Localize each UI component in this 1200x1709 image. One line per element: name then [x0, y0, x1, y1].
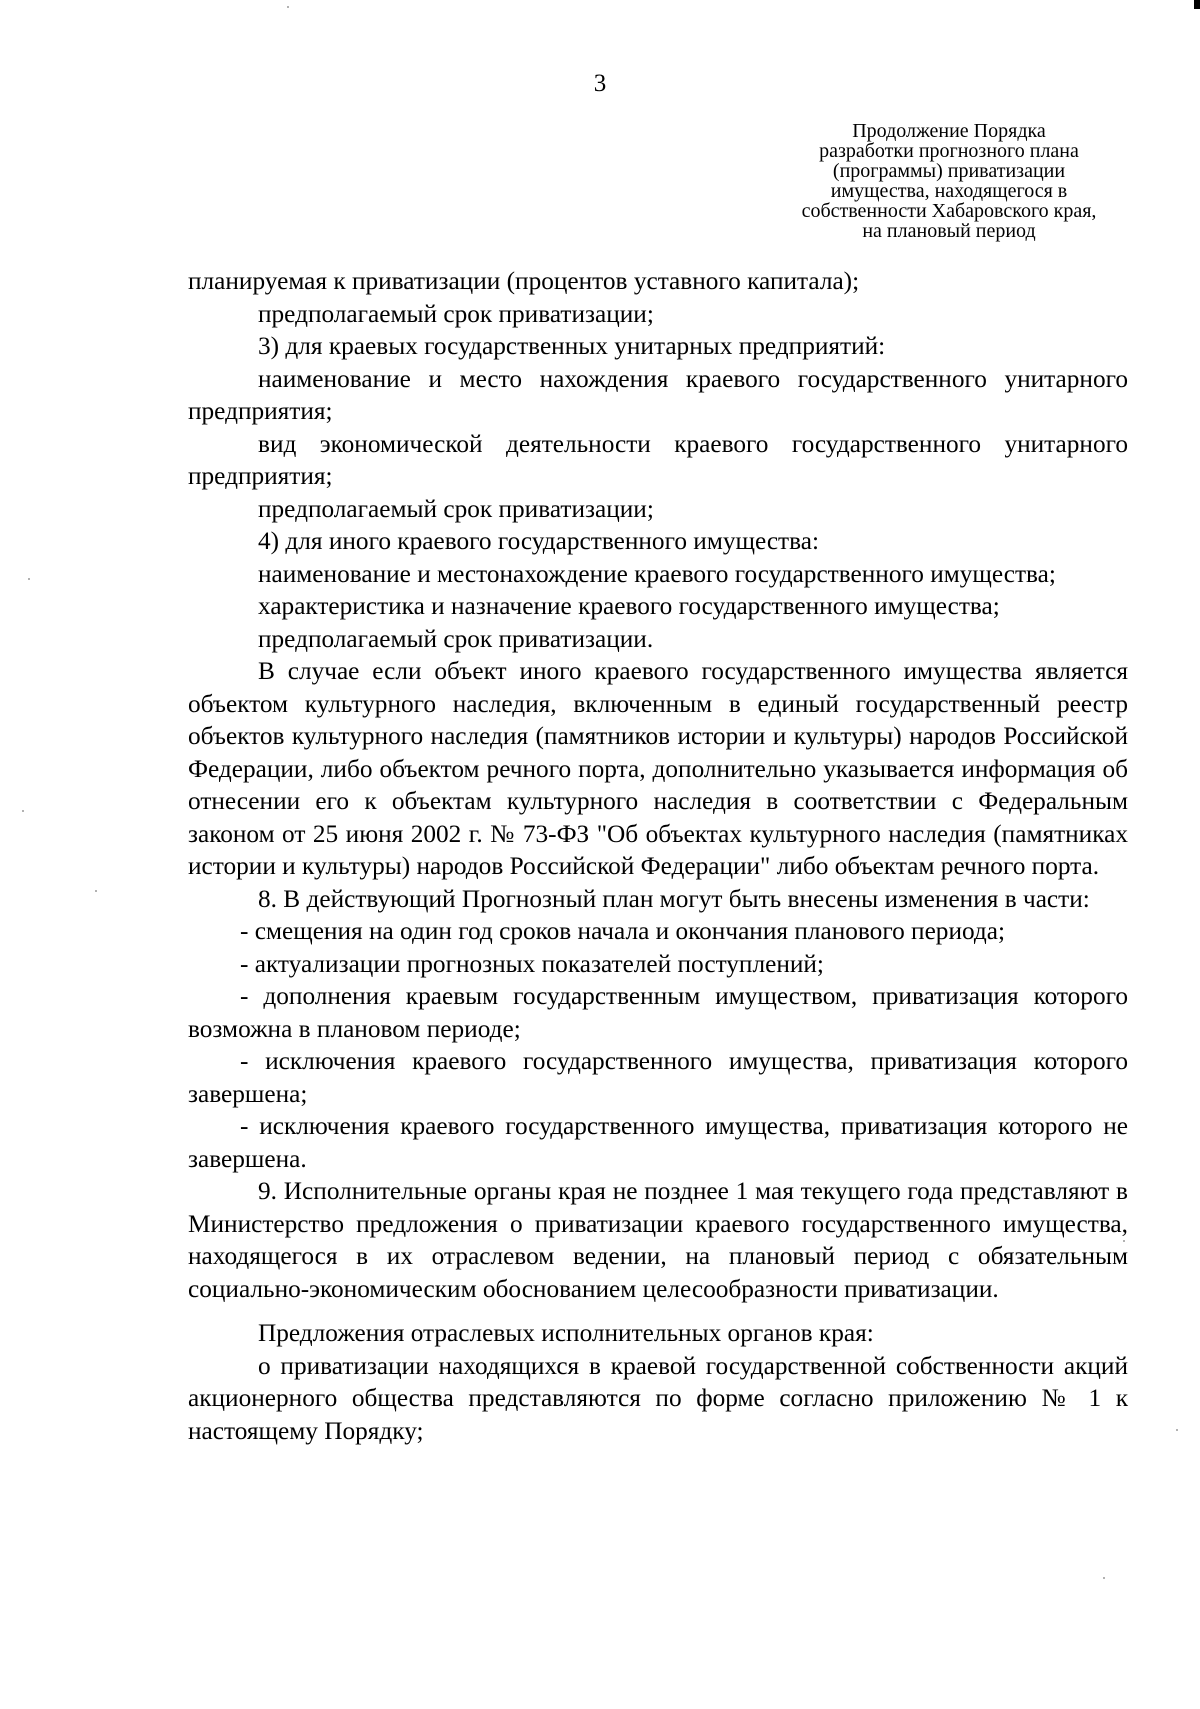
list-item: - смещения на один год сроков начала и окончания планового периода;: [240, 917, 1006, 945]
paragraph: о приватизации находящихся в краевой государственной собственности акций акционерного общества представляются по форме согласно приложению № 1 к настоящему Порядку;: [188, 1351, 1128, 1445]
scan-speck: [287, 6, 289, 8]
paragraph: вид экономической деятельности краевого государственного унитарного предприятия;: [188, 429, 1128, 490]
paragraph: характеристика и назначение краевого государственного имущества;: [258, 592, 1000, 620]
list-item: - дополнения краевым государственным имуществом, приватизация которого возможна в плановом периоде;: [188, 982, 1128, 1043]
header-line: имущества, находящегося в: [830, 180, 1068, 202]
scan-speck: [28, 578, 30, 580]
scan-speck: [95, 890, 97, 892]
paragraph: 3) для краевых государственных унитарных предприятий:: [258, 332, 886, 360]
header-line: (программы) приватизации: [832, 160, 1066, 182]
paragraph: 9. Исполнительные органы края не позднее 1 мая текущего года представляют в Министерство предложения о приватизации краевого государственного имущества, находящегося в их отраслевом ведении, на плановый период с обязательным социально-экономическим обоснованием целесообразности приватизации.: [188, 1177, 1128, 1303]
list-item: - исключения краевого государственного имущества, приватизация которого завершена;: [188, 1047, 1128, 1108]
paragraph: наименование и место нахождения краевого государственного унитарного предприятия;: [188, 364, 1128, 425]
list-item: - исключения краевого государственного имущества, приватизация которого не завершена.: [188, 1112, 1128, 1173]
header-line: собственности Хабаровского края,: [801, 200, 1097, 222]
header-line: Продолжение Порядка: [852, 120, 1046, 142]
list-item: - актуализации прогнозных показателей поступлений;: [240, 949, 824, 978]
document-body: [188, 265, 1128, 1447]
paragraph: 8. В действующий Прогнозный план могут быть внесены изменения в части:: [258, 884, 1090, 913]
paragraph: Предложения отраслевых исполнительных органов края:: [258, 1319, 874, 1347]
scan-speck: [1176, 1429, 1178, 1431]
scan-corner-mark: [1194, 0, 1200, 9]
paragraph: В случае если объект иного краевого государственного имущества является объектом культурного наследия, включенным в единый государственный реестр объектов культурного наследия (памятников истории и культуры) народов Российской Федерации, либо объектом речного порта, дополнительно указывается информация об отнесении его к объектам культурного наследия в соответствии с Федеральным законом от 25 июня 2002 г. № 73-ФЗ "Об объектах культурного наследия (памятниках истории и культуры) народов Российской Федерации" либо объектам речного порта.: [188, 657, 1128, 880]
header-line: разработки прогнозного плана: [819, 140, 1079, 162]
paragraph: предполагаемый срок приватизации.: [258, 624, 654, 653]
paragraph: 4) для иного краевого государственного имущества:: [258, 527, 819, 555]
page-number: 3: [593, 70, 607, 97]
paragraph: наименование и местонахождение краевого государственного имущества;: [258, 559, 1056, 588]
scan-speck: [22, 810, 24, 812]
paragraph: предполагаемый срок приватизации;: [258, 299, 654, 328]
header-line: на плановый период: [862, 220, 1036, 242]
paragraph: предполагаемый срок приватизации;: [258, 494, 654, 523]
continuation-header: [760, 121, 1138, 241]
scan-speck: [1103, 1577, 1105, 1579]
paragraph: планируемая к приватизации (процентов уставного капитала);: [188, 267, 860, 295]
